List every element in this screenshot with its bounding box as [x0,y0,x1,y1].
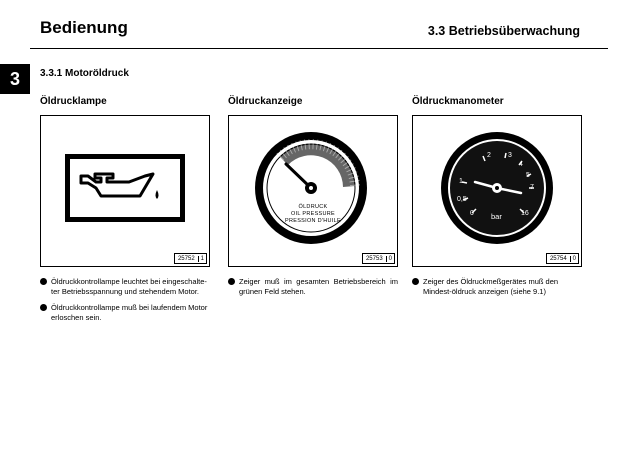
oil-can-warning-icon [41,116,209,266]
column-heading-oil-indicator: Öldruckanzeige [228,96,303,107]
gauge-label-line: OIL PRESSURE [290,211,336,217]
scale-label: 0,5 [457,196,467,203]
subsection-title: 3.3.1 Motoröldruck [40,68,129,79]
notes-oil-manometer [412,277,584,296]
scale-label: 5 [526,172,530,179]
note-item [412,277,584,296]
note-item [40,303,210,322]
note-text: Öldruckkontrollampe muß bei laufendem Motor erloschen sein. [51,303,208,322]
scale-label: 0 [470,210,474,217]
chapter-number: 3 [9,68,20,89]
figure-oil-indicator [228,115,398,267]
gauge-label-line: ÖLDRUCK [298,204,328,210]
manometer-scale [413,116,581,266]
section-header-title: 3.3 Betriebsüberwachung [427,24,580,38]
figure-number-tag: 25754 0 [546,253,579,264]
note-text: Öldruckkontrollampe leuchtet bei eingeschalte-ter Betriebsspannung und stehendem Motor. [51,277,207,296]
chapter-tab [0,64,30,94]
note-item [228,277,398,296]
figure-oil-manometer [412,115,582,267]
scale-label: 1 [459,178,463,185]
unit-label: bar [491,212,502,221]
bullet-icon [40,278,47,285]
notes-oil-lamp [40,277,210,322]
oil-pressure-indicator-gauge [229,116,397,266]
figure-number-tag: 25752 1 [174,253,207,264]
page-header-title: Bedienung [40,18,128,37]
column-heading-oil-manometer: Öldruckmanometer [412,96,504,107]
notes-oil-indicator [228,277,398,296]
gauge-label-line: PRESSION D'HUILE [285,218,341,224]
figure-number-tag: 25753 0 [362,253,395,264]
column-heading-oil-lamp: Öldrucklampe [40,96,107,107]
gauge-label [269,204,357,225]
bullet-icon [412,278,419,285]
figure-oil-lamp [40,115,210,267]
scale-label: 2 [487,152,491,159]
scale-label: 16 [521,210,529,217]
scale-label: 4 [519,161,523,168]
header-divider [30,48,608,49]
note-text: Zeiger des Öldruckmeßgerätes muß den Mindest-öldruck anzeigen (siehe 9.1) [423,277,559,296]
bullet-icon [40,304,47,311]
bullet-icon [228,278,235,285]
note-text: Zeiger muß im gesamten Betriebsbereich im grünen Feld stehen. [239,277,398,296]
note-item [40,277,210,296]
scale-label: 7 [530,184,534,191]
scale-label: 3 [508,152,512,159]
